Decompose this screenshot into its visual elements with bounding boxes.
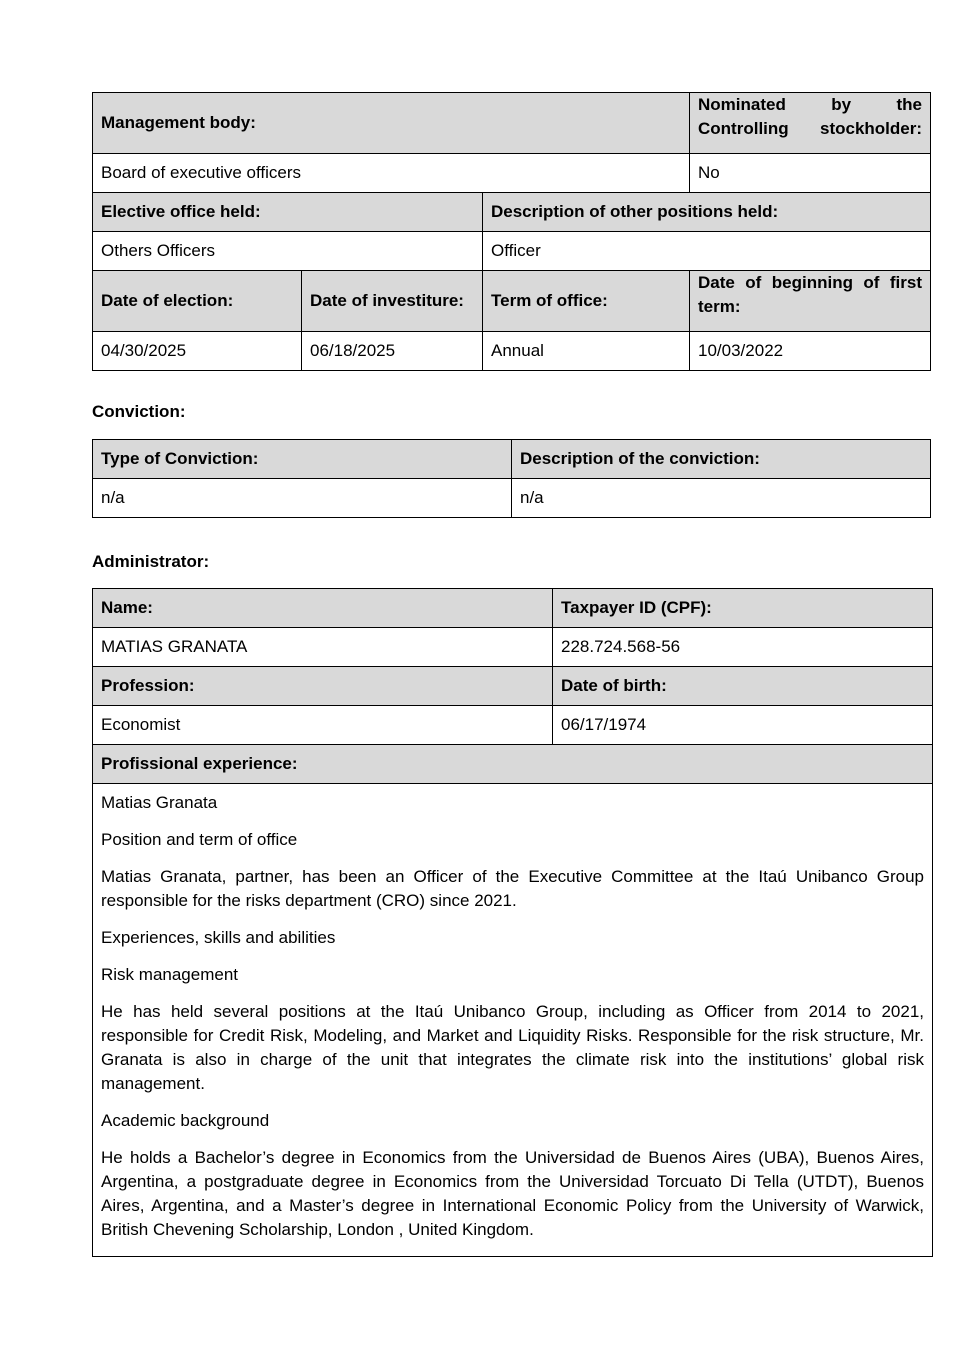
investiture-date-value: 06/18/2025	[302, 332, 483, 371]
cpf-value: 228.724.568-56	[553, 628, 933, 667]
nominated-value: No	[690, 154, 931, 193]
experience-paragraph: Matias Granata, partner, has been an Officer of the Executive Committee at the Itaú Unibanco Group responsible for the risks department (CRO) since 2021.	[101, 867, 924, 910]
conviction-type-value: n/a	[93, 479, 512, 518]
election-date-value: 04/30/2025	[93, 332, 302, 371]
cpf-label: Taxpayer ID (CPF):	[553, 589, 933, 628]
other-positions-label: Description of other positions held:	[483, 193, 931, 232]
experience-paragraph: He holds a Bachelor’s degree in Economics from the Universidad de Buenos Aires (UBA), Buenos Aires, Argentina, a postgraduate degree in Economics from the Universidad Torcuato Di Tella (UTDT), Buenos Aires, Argentina, and a Master’s degree in International Economic Policy from the University of Warwick, British Chevening Scholarship, London , United Kingdom.	[101, 1148, 924, 1239]
experience-paragraph: Risk management	[101, 965, 239, 984]
profession-label: Profession:	[93, 667, 553, 706]
management-body-label: Management body:	[93, 93, 690, 154]
experience-paragraph: Academic background	[101, 1111, 270, 1130]
name-label: Name:	[93, 589, 553, 628]
experience-paragraph: Position and term of office	[101, 830, 298, 849]
conviction-description-label: Description of the conviction:	[512, 440, 931, 479]
first-term-label: Date of beginning of first term:	[690, 271, 931, 332]
conviction-description-value: n/a	[512, 479, 931, 518]
profession-value: Economist	[93, 706, 553, 745]
experience-label: Profissional experience:	[93, 745, 933, 784]
experience-content	[93, 784, 933, 1257]
experience-paragraph: He has held several positions at the Itaú Unibanco Group, including as Officer from 2014 to 2021, responsible for Credit Risk, Modeling, and Market and Liquidity Risks. Responsible for the risk structure, Mr. Granata is also in charge of the unit that integrates the climate risk into the institutions’ global risk management.	[101, 1002, 924, 1093]
dob-value: 06/17/1974	[553, 706, 933, 745]
term-value: Annual	[483, 332, 690, 371]
dob-label: Date of birth:	[553, 667, 933, 706]
term-label: Term of office:	[483, 271, 690, 332]
conviction-section	[92, 439, 931, 518]
administrator-table	[92, 588, 933, 1257]
management-table	[92, 92, 931, 371]
experience-paragraph: Experiences, skills and abilities	[101, 928, 336, 947]
conviction-table	[92, 439, 931, 518]
management-section	[92, 92, 931, 371]
management-body-value: Board of executive officers	[93, 154, 690, 193]
investiture-date-label: Date of investiture:	[302, 271, 483, 332]
elective-office-label: Elective office held:	[93, 193, 483, 232]
first-term-value: 10/03/2022	[690, 332, 931, 371]
conviction-heading: Conviction:	[92, 402, 186, 421]
administrator-heading: Administrator:	[92, 552, 210, 571]
administrator-section	[92, 588, 933, 1257]
name-value: MATIAS GRANATA	[93, 628, 553, 667]
conviction-type-label: Type of Conviction:	[93, 440, 512, 479]
experience-paragraph: Matias Granata	[101, 793, 218, 812]
other-positions-value: Officer	[483, 232, 931, 271]
elective-office-value: Others Officers	[93, 232, 483, 271]
nominated-label: Nominated by the Controlling stockholder:	[690, 93, 931, 154]
election-date-label: Date of election:	[93, 271, 302, 332]
